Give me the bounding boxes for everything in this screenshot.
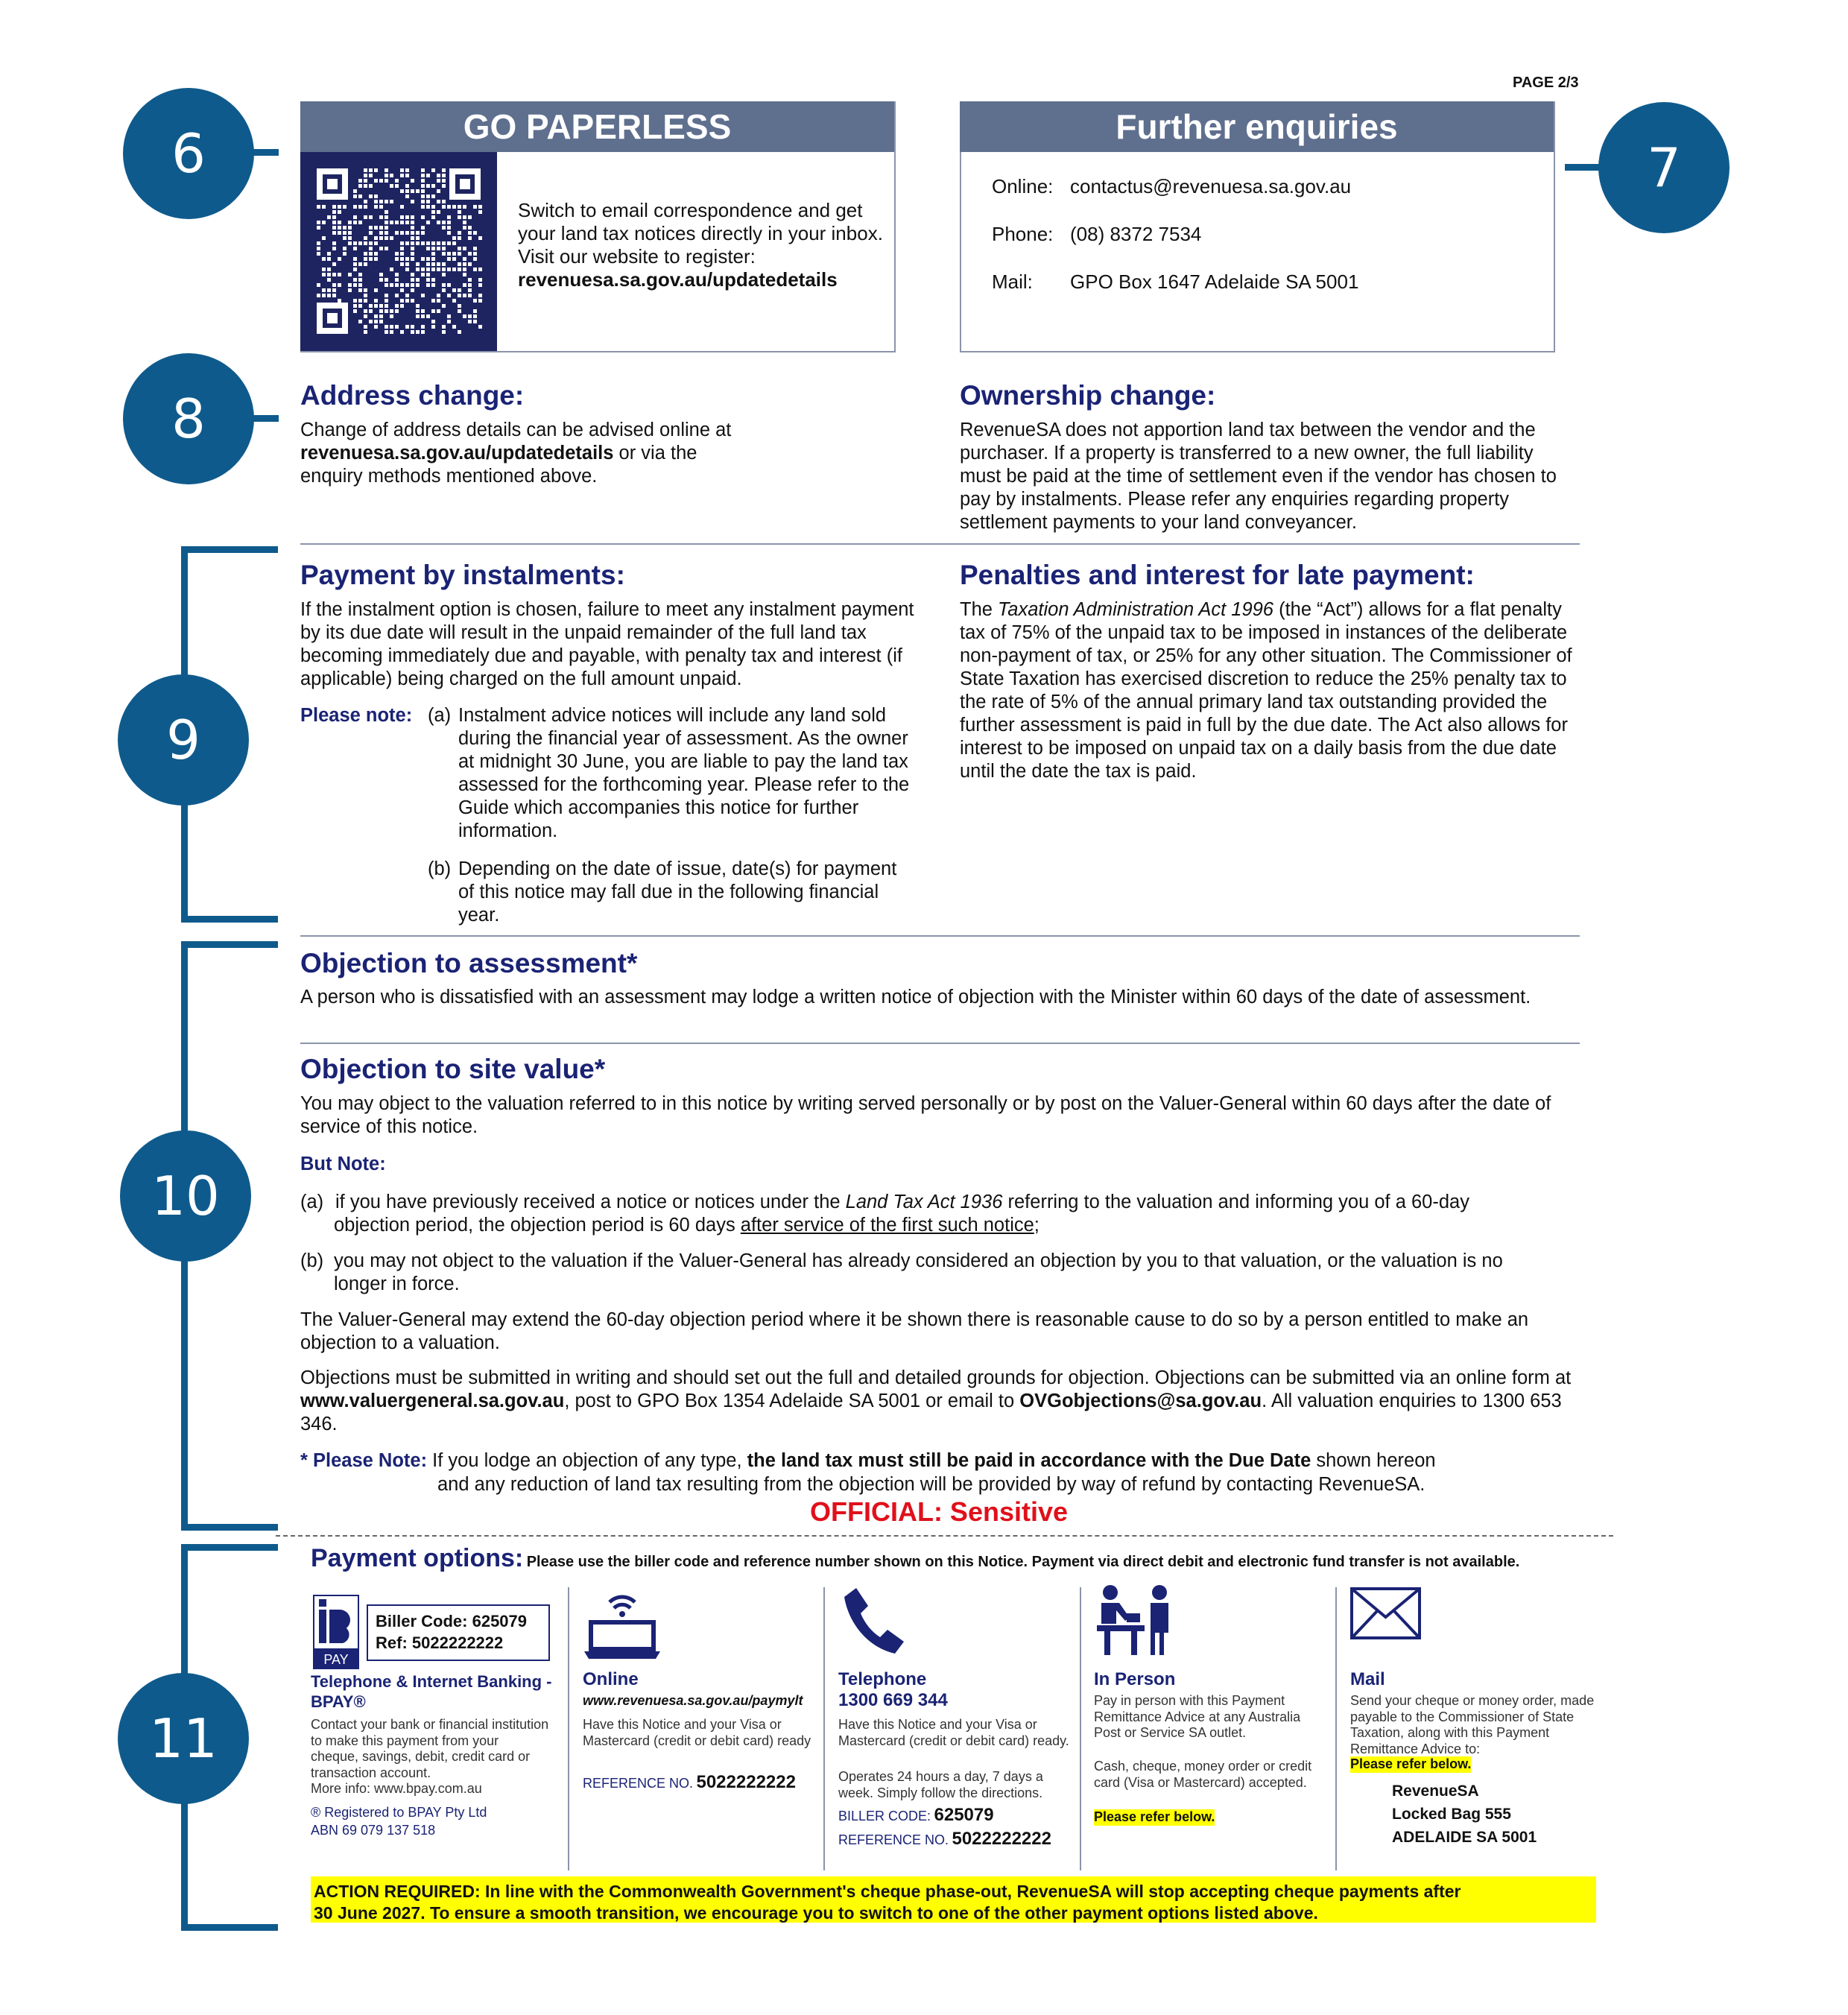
mail-title: Mail — [1350, 1669, 1385, 1689]
in-person-refer: Please refer below. — [1094, 1809, 1215, 1824]
address-change-title: Address change: — [300, 380, 525, 411]
penalties-text: The Taxation Administration Act 1996 (the “Act”) allows for a flat penalty tax of 75% of the unpaid tax to be imposed in instances of the deliberate non-payment of tax, or 25% for any other situation. The Commissioner of State Taxation has exercised discretion to reduce the 25% penalty tax to the rate of 5% of the annual primary land tax outstanding provided the further assessment is paid in full by the due date. The Act also allows for interest to be imposed on unpaid tax on a daily basis from the due date until the date the tax is paid. — [960, 599, 1572, 782]
objection-site-b-label: (b) — [300, 1250, 324, 1271]
in-person-icon — [1094, 1584, 1176, 1658]
bpay-more-info[interactable]: More info: www.bpay.com.au — [311, 1781, 482, 1796]
phone-icon — [838, 1584, 905, 1658]
instalments-title: Payment by instalments: — [300, 560, 625, 590]
mail-address: RevenueSA Locked Bag 555 ADELAIDE SA 5001 — [1392, 1782, 1537, 1846]
section-marker-9: 9 — [118, 674, 249, 806]
column-divider — [823, 1587, 825, 1870]
bpay-registered: ® Registered to BPAY Pty Ltd — [311, 1805, 487, 1820]
telephone-text: Have this Notice and your Visa or Mastercard (credit or debit card) ready. — [838, 1717, 1069, 1748]
connector-line — [253, 415, 279, 422]
telephone-reference: REFERENCE NO. 5022222222 — [838, 1829, 1051, 1849]
objection-site-note-line2: and any reduction of land tax resulting from the objection will be provided by way of refund by contacting RevenueSA. — [437, 1474, 1425, 1495]
bpay-code-box: Biller Code: 625079 Ref: 5022222222 — [367, 1604, 550, 1661]
enquiries-online-value[interactable]: contactus@revenuesa.sa.gov.au — [1070, 175, 1352, 197]
objection-site-text: You may object to the valuation referred to in this notice by writing served personally or by post on the Valuer-General within 60 days after the date of service of this notice. — [300, 1093, 1551, 1137]
objection-site-b-text: you may not object to the valuation if the Valuer-General has already considered an objection by you to that valuation, or the valuation is no longer in force. — [334, 1250, 1503, 1294]
section-divider — [300, 935, 1580, 937]
mail-refer: Please refer below. — [1350, 1756, 1472, 1771]
address-change-text: Change of address details can be advised online at revenuesa.sa.gov.au/updatedetails or via the enquiry methods mentioned above. — [300, 420, 732, 487]
ownership-change-text: RevenueSA does not apportion land tax between the vendor and the purchaser. If a property is transferred to a new owner, the full liability must be paid at the time of settlement even if the vendor has chosen to pay by instalments. Please refer any enquiries regarding property settlement payments to your land conveyancer. — [960, 420, 1557, 533]
section-marker-7: 7 — [1598, 102, 1730, 233]
online-url[interactable]: www.revenuesa.sa.gov.au/paymylt — [583, 1693, 803, 1708]
tear-line — [276, 1535, 1613, 1537]
column-divider — [1335, 1587, 1337, 1870]
online-reference: REFERENCE NO. 5022222222 — [583, 1772, 796, 1792]
objection-site-a-label: (a) — [300, 1192, 324, 1212]
bpay-logo-icon — [313, 1595, 359, 1669]
section-divider — [300, 1043, 1580, 1044]
instalments-note-label: Please note: — [300, 705, 413, 726]
page-number: PAGE 2/3 — [1513, 75, 1579, 91]
bpay-abn: ABN 69 079 137 518 — [311, 1823, 436, 1838]
enquiries-mail-value: GPO Box 1647 Adelaide SA 5001 — [1070, 271, 1359, 293]
online-text: Have this Notice and your Visa or Mastercard (credit or debit card) ready — [583, 1717, 811, 1748]
objection-site-submit-text: Objections must be submitted in writing and should set out the full and detailed grounds for objection. Objections can be submitted via an online form at www.valuergeneral.sa.gov.au, post to GPO Box 1354 Adelaide SA 5001 or email to OVGobjections@sa.gov.au. All valuation enquiries to 1300 653 346. — [300, 1367, 1572, 1434]
instalments-b-text: Depending on the date of issue, date(s) for payment of this notice may fall due in the following financial year. — [458, 858, 897, 926]
svg-text:PAY: PAY — [323, 1652, 349, 1667]
objections-email-link[interactable]: OVGobjections@sa.gov.au — [1019, 1391, 1262, 1411]
objection-site-but-note: But Note: — [300, 1154, 386, 1174]
in-person-text: Pay in person with this Payment Remittance Advice at any Australia Post or Service SA outlet. — [1094, 1693, 1301, 1740]
bpay-text: Contact your bank or financial institution to make this payment from your cheque, savings, debit, credit card or transaction account. — [311, 1717, 549, 1780]
telephone-title: Telephone — [838, 1669, 927, 1689]
payment-options-title: Payment options: — [311, 1544, 524, 1572]
bpay-title: Telephone & Internet Banking - BPAY® — [311, 1672, 552, 1711]
enquiries-online-label: Online: — [992, 175, 1054, 197]
official-classification: OFFICIAL: Sensitive — [809, 1496, 1069, 1527]
computer-icon — [583, 1586, 661, 1660]
mail-text: Send your cheque or money order, made payable to the Commissioner of State Taxation, along with this Payment Remittance Advice to: — [1350, 1693, 1595, 1756]
telephone-hours: Operates 24 hours a day, 7 days a week. Simply follow the directions. — [838, 1769, 1043, 1800]
paperless-header: GO PAPERLESS — [300, 101, 894, 152]
instalments-b-label: (b) — [428, 858, 452, 879]
objection-site-a-text: if you have previously received a notice or notices under the Land Tax Act 1936 referring to the valuation and informing you of a 60-day objection period, the objection period is 60 days after service of the first such notice; — [334, 1192, 1469, 1236]
payment-options-header: Payment options: Please use the biller code and reference number shown on this Notice. Payment via direct debit and electronic fund transfer is not available. — [311, 1544, 1520, 1572]
telephone-number[interactable]: 1300 669 344 — [838, 1690, 948, 1710]
section-marker-8: 8 — [123, 353, 254, 484]
instalments-a-text: Instalment advice notices will include any land sold during the financial year of assessment. As the owner at midnight 30 June, you are liable to pay the land tax assessed for the forthcoming year. Please refer to the Guide which accompanies this notice for further information. — [458, 705, 910, 841]
enquiries-header: Further enquiries — [960, 101, 1554, 152]
action-required-banner: ACTION REQUIRED: In line with the Commonwealth Government's cheque phase-out, RevenueSA will stop accepting cheque payments after 30 June 2027. To ensure a smooth transition, we encourage you to switch to one of the other payment options listed above. — [311, 1876, 1596, 1923]
qr-code-icon — [300, 152, 497, 351]
instalments-a-label: (a) — [428, 705, 452, 726]
in-person-title: In Person — [1094, 1669, 1176, 1689]
paperless-text: Switch to email correspondence and get your land tax notices directly in your inbox. Visit our website to register: revenuesa.sa.gov.au/updatedetails — [518, 199, 883, 291]
connector-line — [1565, 164, 1599, 171]
section-marker-10: 10 — [120, 1130, 251, 1262]
objection-site-extend-text: The Valuer-General may extend the 60-day objection period where it be shown there is reasonable cause to do so by a person entitled to make an objection to a valuation. — [300, 1309, 1529, 1353]
objection-assessment-title: Objection to assessment* — [300, 948, 638, 978]
enquiries-phone-label: Phone: — [992, 223, 1054, 245]
enquiries-phone-value: (08) 8372 7534 — [1070, 223, 1202, 245]
paperless-link[interactable]: revenuesa.sa.gov.au/updatedetails — [518, 268, 838, 291]
column-divider — [1080, 1587, 1081, 1870]
envelope-icon — [1350, 1587, 1421, 1639]
in-person-accepted: Cash, cheque, money order or credit card (Visa or Mastercard) accepted. — [1094, 1759, 1312, 1790]
connector-line — [253, 149, 279, 156]
valuer-general-link[interactable]: www.valuergeneral.sa.gov.au — [300, 1391, 565, 1411]
objection-site-note: * Please Note: If you lodge an objection of any type, the land tax must still be paid in accordance with the Due Date shown hereon — [300, 1450, 1436, 1471]
online-title: Online — [583, 1669, 639, 1689]
column-divider — [568, 1587, 569, 1870]
penalties-title: Penalties and interest for late payment: — [960, 560, 1475, 590]
address-change-link[interactable]: revenuesa.sa.gov.au/updatedetails — [300, 443, 614, 464]
objection-site-title: Objection to site value* — [300, 1054, 606, 1084]
instalments-text: If the instalment option is chosen, failure to meet any instalment payment by its due date will result in the unpaid remainder of the full land tax becoming immediately due and payable, with penalty tax and interest (if applicable) being charged on the full amount unpaid. — [300, 599, 914, 689]
enquiries-mail-label: Mail: — [992, 271, 1033, 293]
section-marker-6: 6 — [123, 88, 254, 219]
objection-assessment-text: A person who is dissatisfied with an assessment may lodge a written notice of objection with the Minister within 60 days of the date of assessment. — [300, 987, 1531, 1008]
ownership-change-title: Ownership change: — [960, 380, 1216, 411]
section-marker-11: 11 — [118, 1673, 249, 1804]
telephone-biller: BILLER CODE: 625079 — [838, 1805, 994, 1825]
section-divider — [300, 543, 1580, 545]
